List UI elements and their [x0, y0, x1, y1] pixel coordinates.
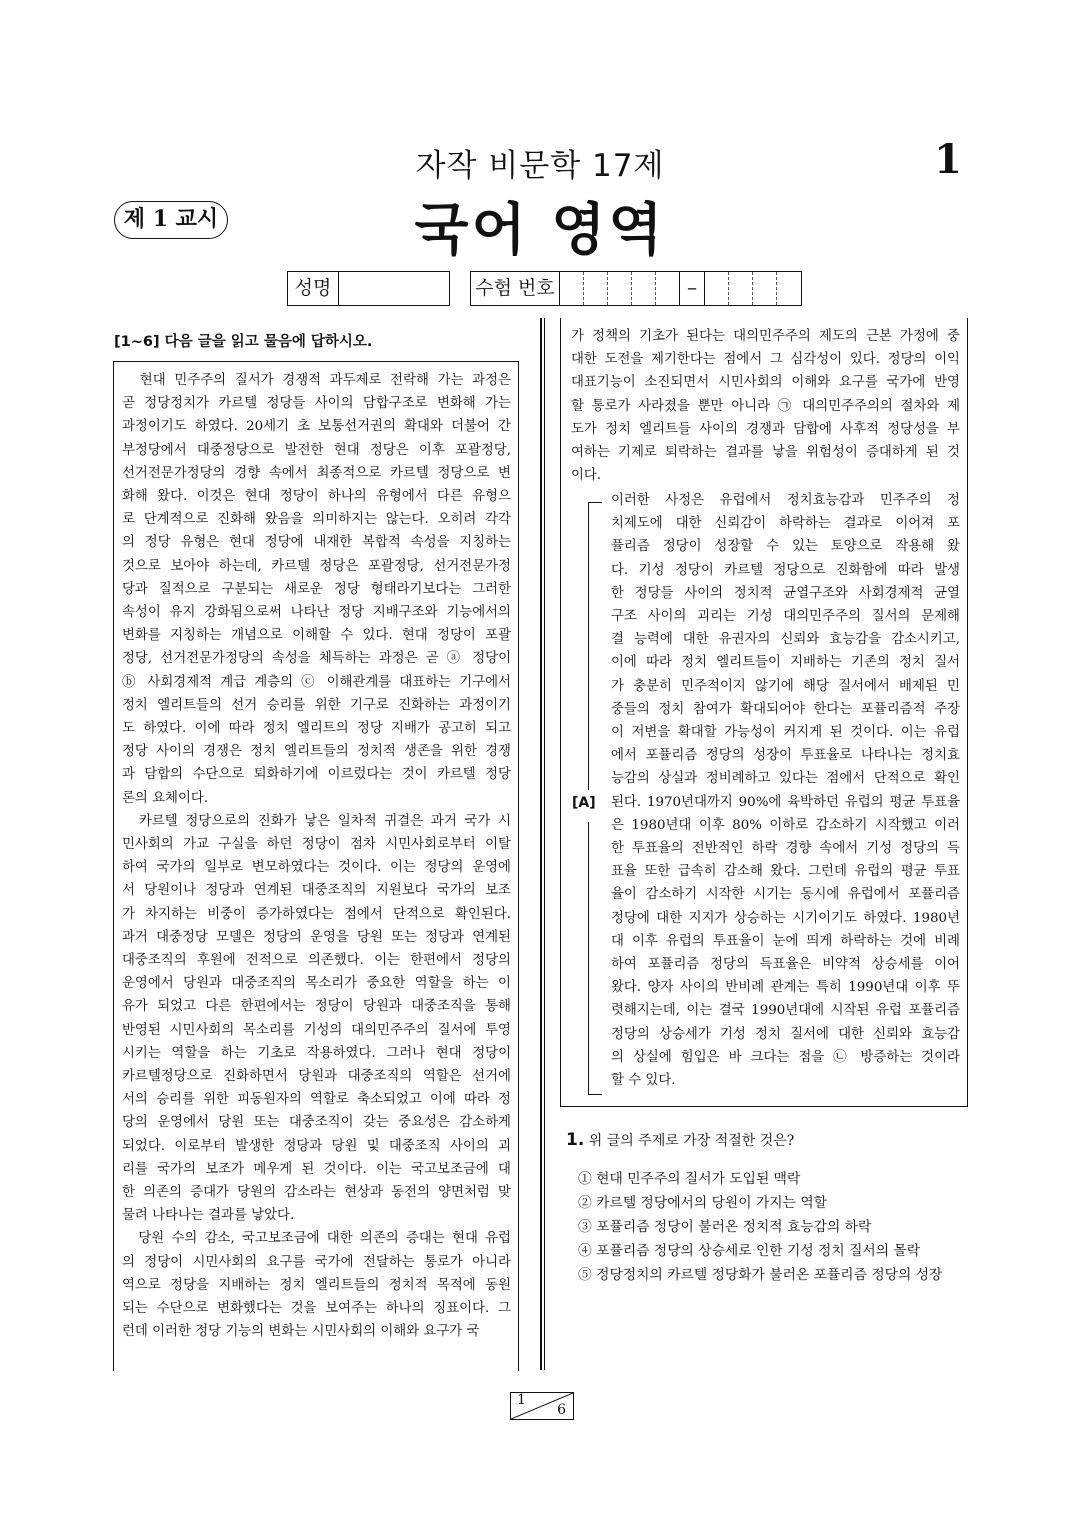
passage-line: 의 정당 유형은 현대 정당에 내재한 복합적 속성을 지칭하는 [122, 535, 511, 551]
choice-5[interactable]: ⑤ 정당정치의 카르텔 정당화가 불러온 포퓰리즘 정당의 성장 [578, 1267, 943, 1283]
passage-line: 가 정책의 기초가 된다는 대의민주주의 제도의 근본 가정에 중 [571, 329, 960, 344]
passage-line: 부정당에서 대중정당으로 발전한 현대 정당은 이후 포괄정당, [122, 442, 511, 458]
passage-line: 카르텔 정당으로의 진화가 낳은 일차적 귀결은 과거 국가 시 [122, 813, 511, 829]
exam-digit-cell[interactable] [560, 272, 584, 305]
name-box [287, 271, 450, 306]
passage-line: 시키는 역할을 하는 기초로 작용하였다. 그러나 현대 정당이 [122, 1045, 511, 1061]
passage-line: 서 당원이나 정당과 연계된 대중조직의 지원보다 국가의 보조 [122, 883, 511, 899]
passage-line: 치제도에 대한 신뢰감이 하락하는 결과로 이어져 포 [611, 516, 960, 532]
passage-line: 한 의존의 증대가 당원의 감소라는 현상과 동전의 양면처럼 맞 [122, 1185, 511, 1200]
passage-line: 운영에서 당원과 대중조직의 목소리가 중요한 역할을 하는 이 [122, 976, 511, 992]
exam-digit-cell[interactable] [584, 272, 608, 305]
passage-line: 카르텔정당으로 진화하면서 당원과 대중조직의 역할은 선거에 [122, 1069, 511, 1084]
passage-line: ⓑ 사회경제적 계급 계층의 ⓒ 이해관계를 대표하는 기구에서 [122, 674, 511, 690]
passage-line: 과 담합의 수단으로 퇴화하기에 이르렀다는 것이 카르텔 정당 [122, 767, 511, 783]
passage-line: 반영된 시민사회의 목소리를 기성의 대의민주주의 질서에 투영 [122, 1022, 511, 1038]
passage-line: 정당의 상승세가 기성 정치 질서에 대한 신뢰와 효능감 [611, 1026, 960, 1042]
passage-line: 대한 도전을 제기한다는 점에서 그 심각성이 있다. 정당의 이익 [571, 352, 960, 368]
passage-line: 민사회의 가교 구실을 하던 정당이 점차 시민사회로부터 이탈 [122, 837, 511, 852]
choice-4[interactable]: ④ 포퓰리즘 정당의 상승세로 인한 기성 정치 질서의 몰락 [578, 1243, 921, 1259]
passage-line: 리를 국가의 보조가 메우게 된 것이다. 이는 국고보조금에 대 [122, 1161, 511, 1177]
passage-line: 대표기능이 소진되면서 시민사회의 이해와 요구를 국가에 반영 [571, 375, 960, 391]
passage-line: 가 차지하는 비중이 증가하였다는 점에서 단적으로 확인된다. [122, 906, 511, 922]
passage-line: 대 이후 유럽의 투표율이 눈에 띄게 하락하는 것에 비례 [611, 933, 960, 949]
choice-1[interactable]: ① 현대 민주주의 질서가 도입된 맥락 [578, 1171, 801, 1187]
page-number: 1 [934, 136, 962, 183]
passage-line: 렷해지는데, 이는 결국 1990년대에 시작된 유럽 포퓰리즘 [611, 1003, 960, 1019]
passage-line: 여하는 기제로 퇴락하는 결과를 낳을 위험성이 증대하게 된 것 [571, 445, 960, 460]
passage-line: 화해 왔다. 이것은 현대 정당이 하나의 유형에서 다른 유형으 [122, 489, 511, 504]
passage-line: 곧 정당정치가 카르텔 정당들 사이의 담합구조로 변화해 가는 [122, 396, 511, 412]
passage-line: 이에 따라 정치 엘리트들이 지배하는 기존의 정치 질서 [611, 655, 960, 671]
passage-line: 되는 수단으로 변화했다는 것을 보여주는 하나의 징표이다. 그 [122, 1301, 511, 1316]
passage-line: 능감의 상실과 정비례하고 있다는 점에서 단적으로 확인 [611, 771, 960, 787]
page-title: 국어 영역 [414, 198, 666, 263]
passage-line: 역으로 정당을 지배하는 정치 엘리트들의 정치적 목적에 동원 [122, 1277, 511, 1293]
passage-line: 도 하였다. 이에 따라 정치 엘리트의 정당 지배가 공고히 되고 [122, 721, 511, 736]
bracket-a-bottom [588, 1094, 602, 1095]
passage-line: 것으로 보아야 하는데, 카르텔 정당은 포괄정당, 선거전문가정 [122, 558, 511, 574]
passage-line: 이러한 사정은 유럽에서 정치효능감과 민주주의 정 [611, 493, 960, 508]
passage-line: 정당에 대한 지지가 상승하는 시기이기도 하였다. 1980년 [611, 910, 960, 926]
passage-line: 이다. [571, 468, 602, 484]
question-stem: 위 글의 주제로 가장 적절한 것은? [588, 1133, 795, 1149]
exam-digit-cell[interactable] [608, 272, 632, 305]
column-divider [544, 318, 545, 1370]
passage-line: 과거 대중정당 모델은 정당의 운영을 당원 또는 정당과 연계된 [122, 929, 511, 945]
passage-line: 유가 되었고 다른 한편에서는 정당이 당원과 대중조직을 통해 [122, 999, 511, 1015]
choice-3[interactable]: ③ 포퓰리즘 정당이 불러온 정치적 효능감의 하락 [578, 1219, 872, 1235]
name-field[interactable] [339, 272, 449, 305]
exam-number-dash: – [680, 272, 705, 305]
passage-line: 하여 국가의 일부로 변모하였다는 것이다. 이는 정당의 운영에 [122, 860, 511, 876]
column-divider [540, 318, 542, 1370]
exam-digit-cell[interactable] [777, 272, 801, 305]
passage-line: 중들의 정치 참여가 확대되어야 한다는 포퓰리즘적 주장 [611, 701, 960, 717]
exam-digit-cell[interactable] [729, 272, 753, 305]
passage-line: 다. 기성 정당이 카르텔 정당으로 진화함에 따라 발생 [611, 562, 960, 578]
passage-line: 한 투표율의 전반적인 하락 경향 속에서 기성 정당의 득 [611, 841, 960, 856]
passage-line: 구조 사이의 괴리는 기성 대의민주주의 질서의 문제해 [611, 609, 960, 624]
exam-digit-cell[interactable] [705, 272, 729, 305]
name-label: 성명 [288, 272, 339, 305]
bracket-a-line [588, 502, 589, 790]
instruction: [1~6] 다음 글을 읽고 물음에 답하시오. [114, 334, 373, 350]
passage-line: 가 충분히 민주적이지 않기에 해당 질서에서 배제된 민 [611, 678, 960, 694]
passage-line: 이 저변을 확대할 가능성이 커지게 된 것이다. 이는 유럽 [611, 725, 960, 740]
passage-line: 선거전문가정당의 경향 속에서 최종적으로 카르텔 정당으로 변 [122, 465, 511, 481]
current-page: 1 [517, 1392, 526, 1408]
exam-digit-cell[interactable] [632, 272, 656, 305]
exam-number-label: 수험 번호 [471, 272, 560, 305]
passage-line: 에서 포퓰리즘 정당의 성장이 투표율로 나타나는 정치효 [611, 748, 960, 764]
passage-line: 당원 수의 감소, 국고보조금에 대한 의존의 증대는 현대 유럽 [122, 1231, 511, 1247]
exam-digit-cell[interactable] [753, 272, 777, 305]
passage-line: 대중조직의 후원에 전적으로 의존했다. 이는 한편에서 정당의 [122, 953, 511, 968]
bracket-a-line [588, 822, 589, 1094]
passage-line: 현대 민주주의 질서가 경쟁적 과두제로 전락해 가는 과정은 [122, 373, 511, 388]
passage-line: 당과 질적으로 구분되는 새로운 정당 형태라기보다는 그러한 [122, 581, 511, 597]
passage-line: 퓰리즘 정당이 성장할 수 있는 토양으로 작용해 왔 [611, 539, 960, 555]
passage-line: 런데 이러한 정당 기능의 변화는 시민사회의 이해와 요구가 국 [122, 1324, 480, 1340]
passage-line: 율이 감소하기 시작한 시기는 동시에 유럽에서 포퓰리즘 [611, 887, 960, 903]
session-badge: 제 1 교시 [114, 201, 228, 239]
passage-line: 변화를 지칭하는 개념으로 이해할 수 있다. 현대 정당이 포괄 [122, 628, 511, 644]
passage-line: 정치 엘리트들의 선거 승리를 위한 기구로 진화하는 과정이기 [122, 697, 511, 713]
passage-line: 과정이기도 하였다. 20세기 초 보통선거권의 확대와 더불어 간 [122, 419, 511, 435]
page-indicator [510, 1392, 574, 1420]
exam-digit-cell[interactable] [656, 272, 680, 305]
passage-line: 물려 나타나는 결과를 낳았다. [122, 1208, 295, 1224]
passage-line: 할 수 있다. [611, 1073, 676, 1088]
passage-line: 의 상실에 힘입은 바 크다는 점을 ㉡ 방증하는 것이라 [611, 1049, 960, 1065]
passage-line: 할 통로가 사라졌을 뿐만 아니라 ㉠ 대의민주주의의 절차와 제 [571, 398, 960, 414]
question-1 [566, 1130, 794, 1150]
passage-line: 도가 정치 엘리트들 사이의 경쟁과 담합에 사후적 정당성을 부 [571, 421, 960, 437]
passage-line: 표율 또한 급속히 감소해 왔다. 그런데 유럽의 평균 투표 [611, 864, 960, 880]
passage-line: 의 정당이 시민사회의 요구를 국가에 전달하는 통로가 아니라 [122, 1254, 511, 1270]
passage-line: 정당, 선거전문가정당의 속성을 체득하는 과정은 곧 ⓐ 정당이 [122, 651, 511, 667]
exam-number-box [470, 271, 802, 306]
bracket-a-top [588, 502, 602, 503]
passage-line: 로 단계적으로 진화해 왔음을 의미하지는 않는다. 오히려 각각 [122, 512, 511, 528]
choice-2[interactable]: ② 카르텔 정당에서의 당원이 가지는 역할 [578, 1195, 827, 1211]
passage-line: 서의 승리를 위한 피동원자의 역할로 축소되었고 이에 따라 정 [122, 1092, 511, 1108]
total-pages: 6 [557, 1402, 566, 1418]
passage-line: 한 정당들 사이의 정치적 균열구조와 사회경제적 균열 [611, 585, 960, 601]
exam-subtitle: 자작 비문학 17제 [415, 148, 665, 184]
bracket-a-label: [A] [572, 795, 596, 811]
passage-line: 은 1980년대 이후 80% 이하로 감소하기 시작했고 이러 [611, 817, 960, 833]
passage-line: 정당 사이의 경쟁은 정치 엘리트들의 정치적 생존을 위한 경쟁 [122, 744, 511, 760]
passage-line: 왔다. 양자 사이의 반비례 관계는 특히 1990년대 이후 뚜 [611, 980, 960, 996]
passage-line: 하여 포퓰리즘 정당의 득표율은 비약적 상승세를 이어 [611, 957, 960, 972]
passage-line: 결 능력에 대한 유권자의 신뢰와 효능감을 감소시키고, [611, 632, 960, 648]
passage-line: 된다. 1970년대까지 90%에 육박하던 유럽의 평균 투표율 [611, 794, 961, 810]
passage-line: 당의 운영에서 당원 또는 대중조직이 갖는 중요성은 감소하게 [122, 1115, 511, 1131]
question-number: 1. [566, 1130, 585, 1150]
passage-line: 론의 요체이다. [122, 790, 209, 806]
passage-line: 되었다. 이로부터 발생한 정당과 당원 및 대중조직 사이의 괴 [122, 1138, 511, 1154]
passage-line: 속성이 유지 강화됨으로써 나타난 정당 지배구조와 기능에서의 [122, 605, 511, 620]
